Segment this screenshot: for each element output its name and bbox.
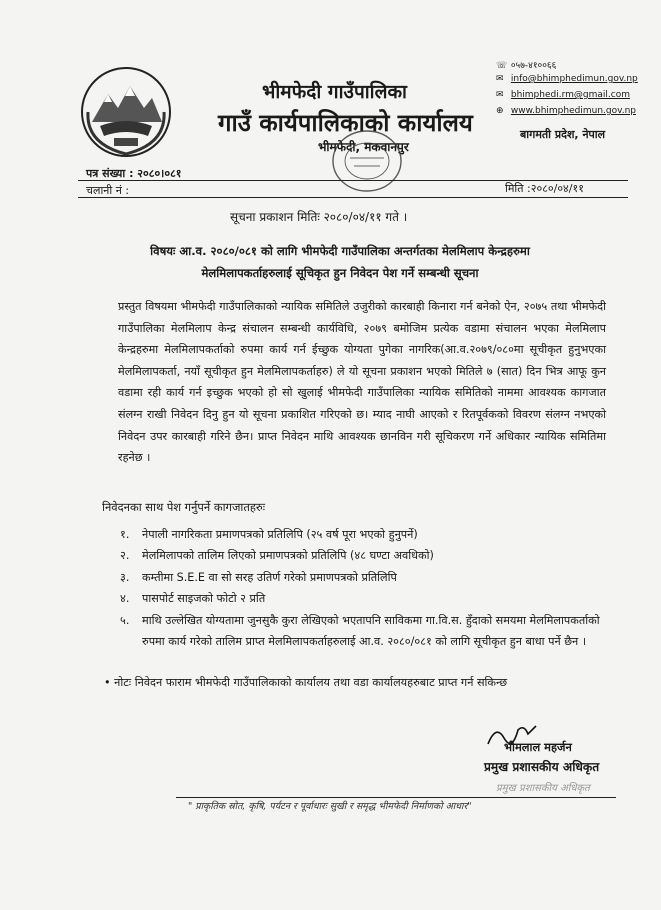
- web-icon: ⊕: [496, 106, 504, 116]
- contact-email-info[interactable]: ✉ info@bhimphedimun.gov.np: [496, 74, 638, 84]
- footer-divider: [176, 797, 616, 798]
- footer-slogan: " प्राकृतिक स्रोत, कृषि, पर्यटन र पूर्वाधारः सुखी र समृद्ध भीमफेदी निर्माणको आधार": [188, 801, 472, 812]
- notice-subject: विषयः आ.व. २०८०/०८१ को लागि भीमफेदी गाउँपालिका अन्तर्गतका मेलमिलाप केन्द्रहरुमा मेलमिलापकर्ताहरुलाई सूचिकृत हुन निवेदन पेश गर्ने सम्बन्धी सूचना: [150, 244, 530, 280]
- email-icon: ✉: [496, 90, 504, 100]
- divider-line: [78, 197, 628, 198]
- letter-reference-number: पत्र संख्या : २०८०।०८१: [86, 167, 182, 180]
- province-label: बागमती प्रदेश, नेपाल: [520, 128, 606, 141]
- email-icon: ✉: [496, 74, 504, 84]
- letter-date: मिति :२०८०/०४/११: [505, 182, 584, 195]
- office-seal-stamp: [330, 128, 404, 194]
- chalani-number: चलानी नं :: [86, 184, 130, 197]
- list-item: २. मेलमिलापको तालिम लिएको प्रमाणपत्रको प्रतिलिपि (४८ घण्टा अवधिको): [120, 549, 434, 563]
- required-documents-heading: निवेदनका साथ पेश गर्नुपर्ने कागजातहरुः: [102, 500, 265, 514]
- contact-website[interactable]: ⊕ www.bhimphedimun.gov.np: [496, 106, 637, 116]
- municipality-name: भीमफेदी गाउँपालिका: [262, 81, 407, 103]
- application-note: • नोटः निवेदन फाराम भीमफेदी गाउँपालिकाको कार्यालय तथा वडा कार्यालयहरुबाट प्राप्त गर्न सकिन्छ: [104, 676, 508, 689]
- nepal-emblem-logo: [78, 64, 174, 160]
- list-item: १. नेपाली नागरिकता प्रमाणपत्रको प्रतिलिपि (२५ वर्ष पूरा भएको हुनुपर्ने): [120, 528, 418, 541]
- signatory-title: प्रमुख प्रशासकीय अधिकृत: [484, 760, 600, 774]
- contact-email-gmail[interactable]: ✉ bhimphedi.rm@gmail.com: [496, 90, 630, 100]
- required-documents-list: [120, 524, 610, 652]
- office-name: गाउँ कार्यपालिकाको कार्यालय: [218, 109, 473, 137]
- notice-publication-date: सूचना प्रकाशन मितिः २०८०/०४/११ गते ।: [230, 210, 408, 224]
- list-item: ३. कम्तीमा S.E.E वा सो सरह उतिर्ण गरेको प्रमाणपत्रको प्रतिलिपि: [120, 570, 397, 584]
- signatory-stamp-impression: प्रमुख प्रशासकीय अधिकृत: [496, 783, 590, 794]
- office-address: भीमफेदी, मकवानपुर: [318, 140, 409, 154]
- signatory-name: भीमलाल महर्जन: [504, 740, 572, 754]
- notice-body: प्रस्तुत विषयमा भीमफेदी गाउँपालिकाको न्यायिक समितिले उजुरीको कारबाही किनारा गर्न बनेको ऐन, २०७५ तथा भीमफेदी गाउँपालिका मेलमिलाप केन्द्र संचालन सम्बन्धी कार्यविधि, २०७९ बमोजिम प्रत्येक वडामा संचालन भएका मेलमिलाप केन्द्रहरुमा मेलमिलापकर्ताको रुपमा कार्य गर्न ईच्छुक योग्यता पुगेका नागरिक(आ.व.२०७९/०८०मा सूचीकृत हुनुभएका मेलमिलापकर्ता, नयाँ सूचीकृत हुन मेलमिलापकर्ताहरु) ले यो सूचना प्रकाशन भएको मितिले ७ (सात) दिन भित्र आफू कुन वडामा रही कार्य गर्न इच्छुक भएको हो सो खुलाई भीमफेदी गाउँपालिका न्यायिक समितिको नाममा आवश्यक कागजात संलग्न राखी निवेदन दिनु हुन यो सूचना प्रकाशित गरिएको छ। म्याद नाघी आएको र रितपूर्वकको विवरण संलग्न नभएको निवेदन उपर कारबाही गरिने छैन। प्राप्त निवेदन माथि आवश्यक छानविन गरी सूचिकरण गर्ने अधिकार न्यायिक समितिमा रहनेछ ।: [118, 300, 606, 465]
- phone-icon: ☏: [496, 61, 508, 71]
- contact-phone: ☏ ०५७-४१००६६: [496, 61, 557, 71]
- list-item: ५. माथि उल्लेखित योग्यतामा जुनसुकै कुरा लेखिएको भएतापनि साविकमा गा.वि.स. हुँदाको समयमा मेलमिलापकर्ताको रुपमा कार्य गरेको तालिम प्राप्त मेलमिलापकर्ताहरुलाई आ.व. २०८०/०८१ को लागि सूचीकृत हुन बाधा पर्ने छैन ।: [120, 613, 600, 649]
- list-item: ४. पासपोर्ट साइजको फोटो २ प्रति: [120, 592, 266, 606]
